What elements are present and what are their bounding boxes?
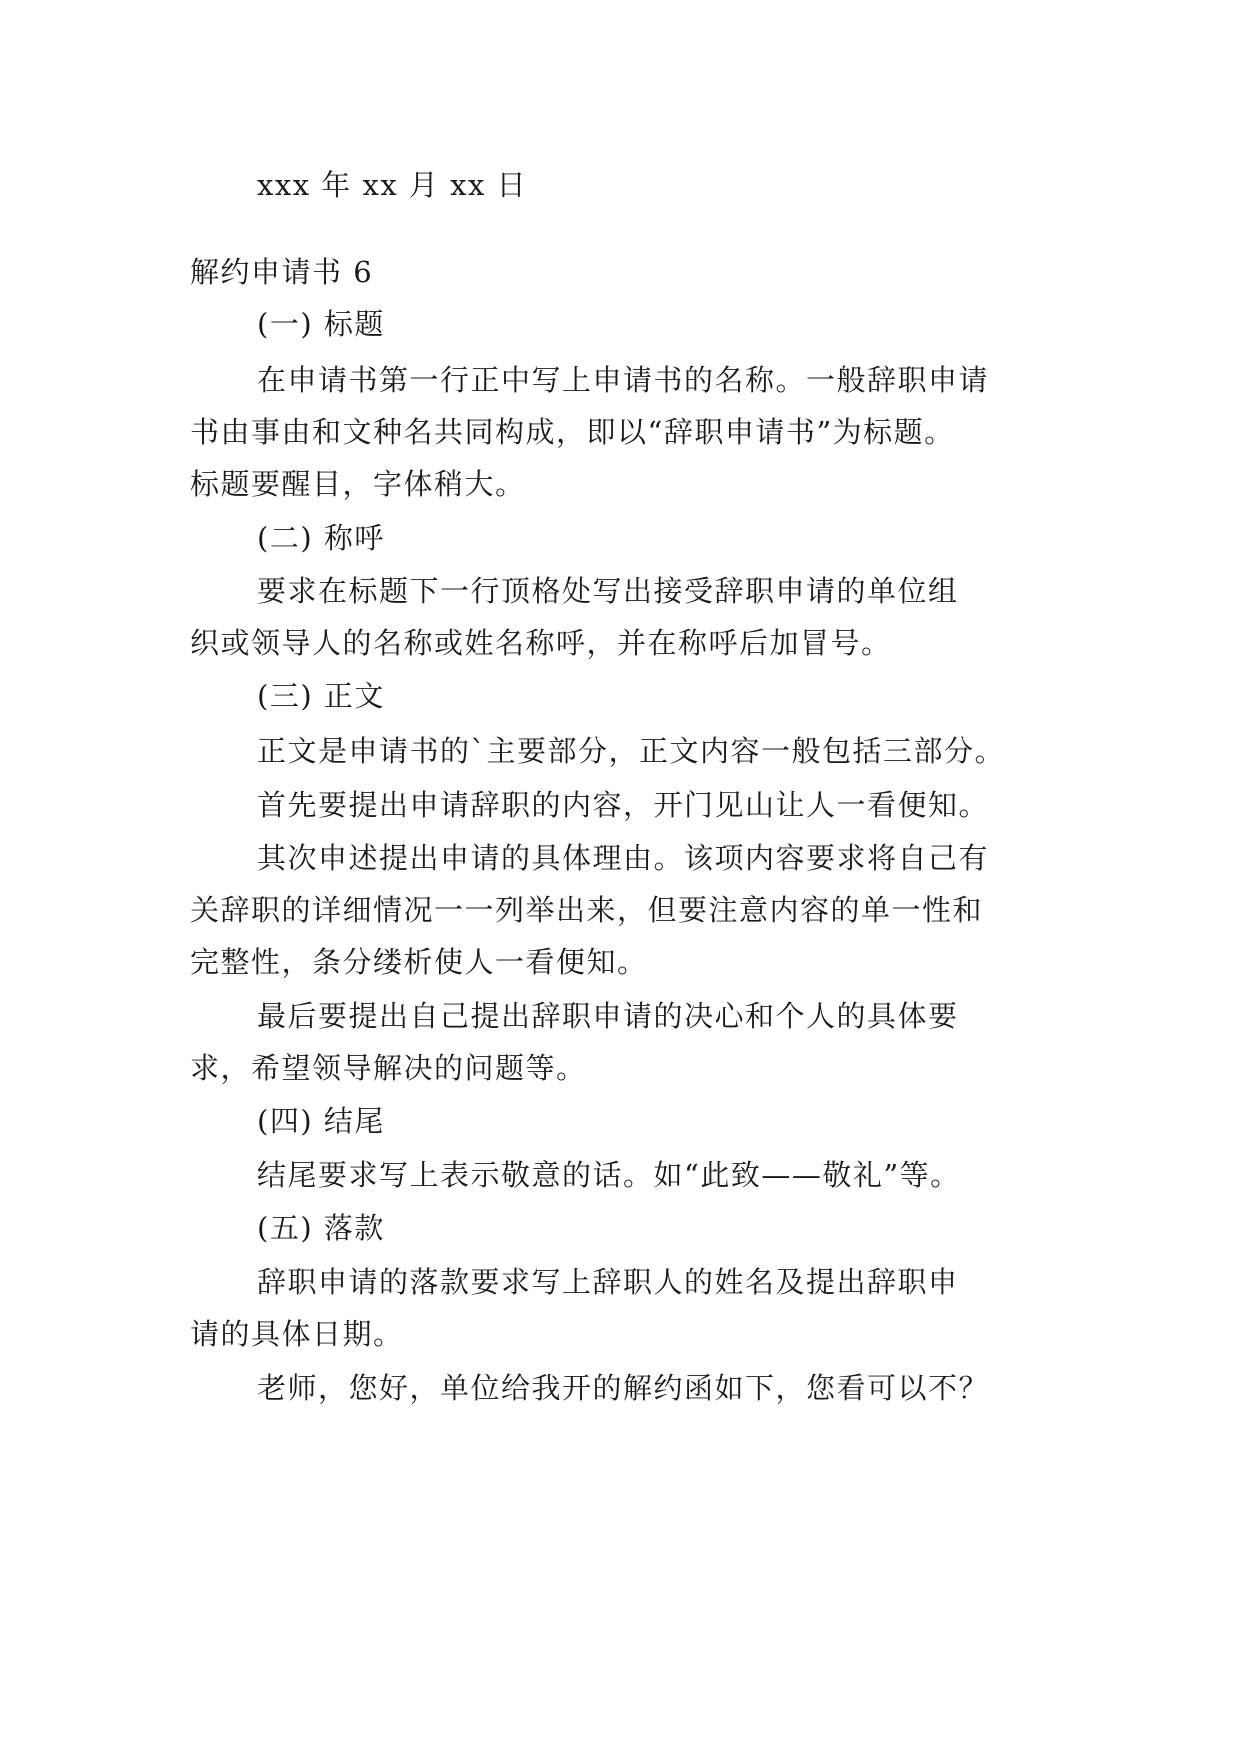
paragraph-line: 结尾要求写上表示敬意的话。如“此致——敬礼”等。 xyxy=(257,1158,961,1192)
heading-body: (三) 正文 xyxy=(257,679,385,713)
paragraph-line: 关辞职的详细情况一一列举出来，但要注意内容的单一性和 xyxy=(190,893,984,927)
paragraph-line: 老师，您好，单位给我开的解约函如下，您看可以不？ xyxy=(257,1371,990,1405)
paragraph-line: 辞职申请的落款要求写上辞职人的姓名及提出辞职申 xyxy=(257,1265,959,1299)
paragraph-line: 完整性，条分缕析使人一看便知。 xyxy=(190,945,648,979)
paragraph-line: 标题要醒目，字体稍大。 xyxy=(190,467,526,501)
heading-closing: (四) 结尾 xyxy=(257,1104,385,1138)
paragraph-line: 求，希望领导解决的问题等。 xyxy=(190,1051,587,1085)
heading-salutation: (二) 称呼 xyxy=(257,521,385,555)
paragraph-line: 在申请书第一行正中写上申请书的名称。一般辞职申请 xyxy=(257,363,990,397)
paragraph-line: 首先要提出申请辞职的内容，开门见山让人一看便知。 xyxy=(257,788,990,822)
paragraph-line: 正文是申请书的`主要部分，正文内容一般包括三部分。 xyxy=(257,734,1006,768)
paragraph-line: 书由事由和文种名共同构成，即以“辞职申请书”为标题。 xyxy=(190,415,955,449)
section-title: 解约申请书 6 xyxy=(190,255,374,289)
paragraph-line: 织或领导人的名称或姓名称呼，并在称呼后加冒号。 xyxy=(190,626,892,660)
paragraph-line: 其次申述提出申请的具体理由。该项内容要求将自己有 xyxy=(257,841,990,875)
paragraph-line: 请的具体日期。 xyxy=(190,1317,404,1351)
heading-signature: (五) 落款 xyxy=(257,1211,385,1245)
date-line: xxx 年 xx 月 xx 日 xyxy=(257,168,528,202)
paragraph-line: 要求在标题下一行顶格处写出接受辞职申请的单位组 xyxy=(257,574,959,608)
paragraph-line: 最后要提出自己提出辞职申请的决心和个人的具体要 xyxy=(257,999,959,1033)
heading-title: (一) 标题 xyxy=(257,307,385,341)
